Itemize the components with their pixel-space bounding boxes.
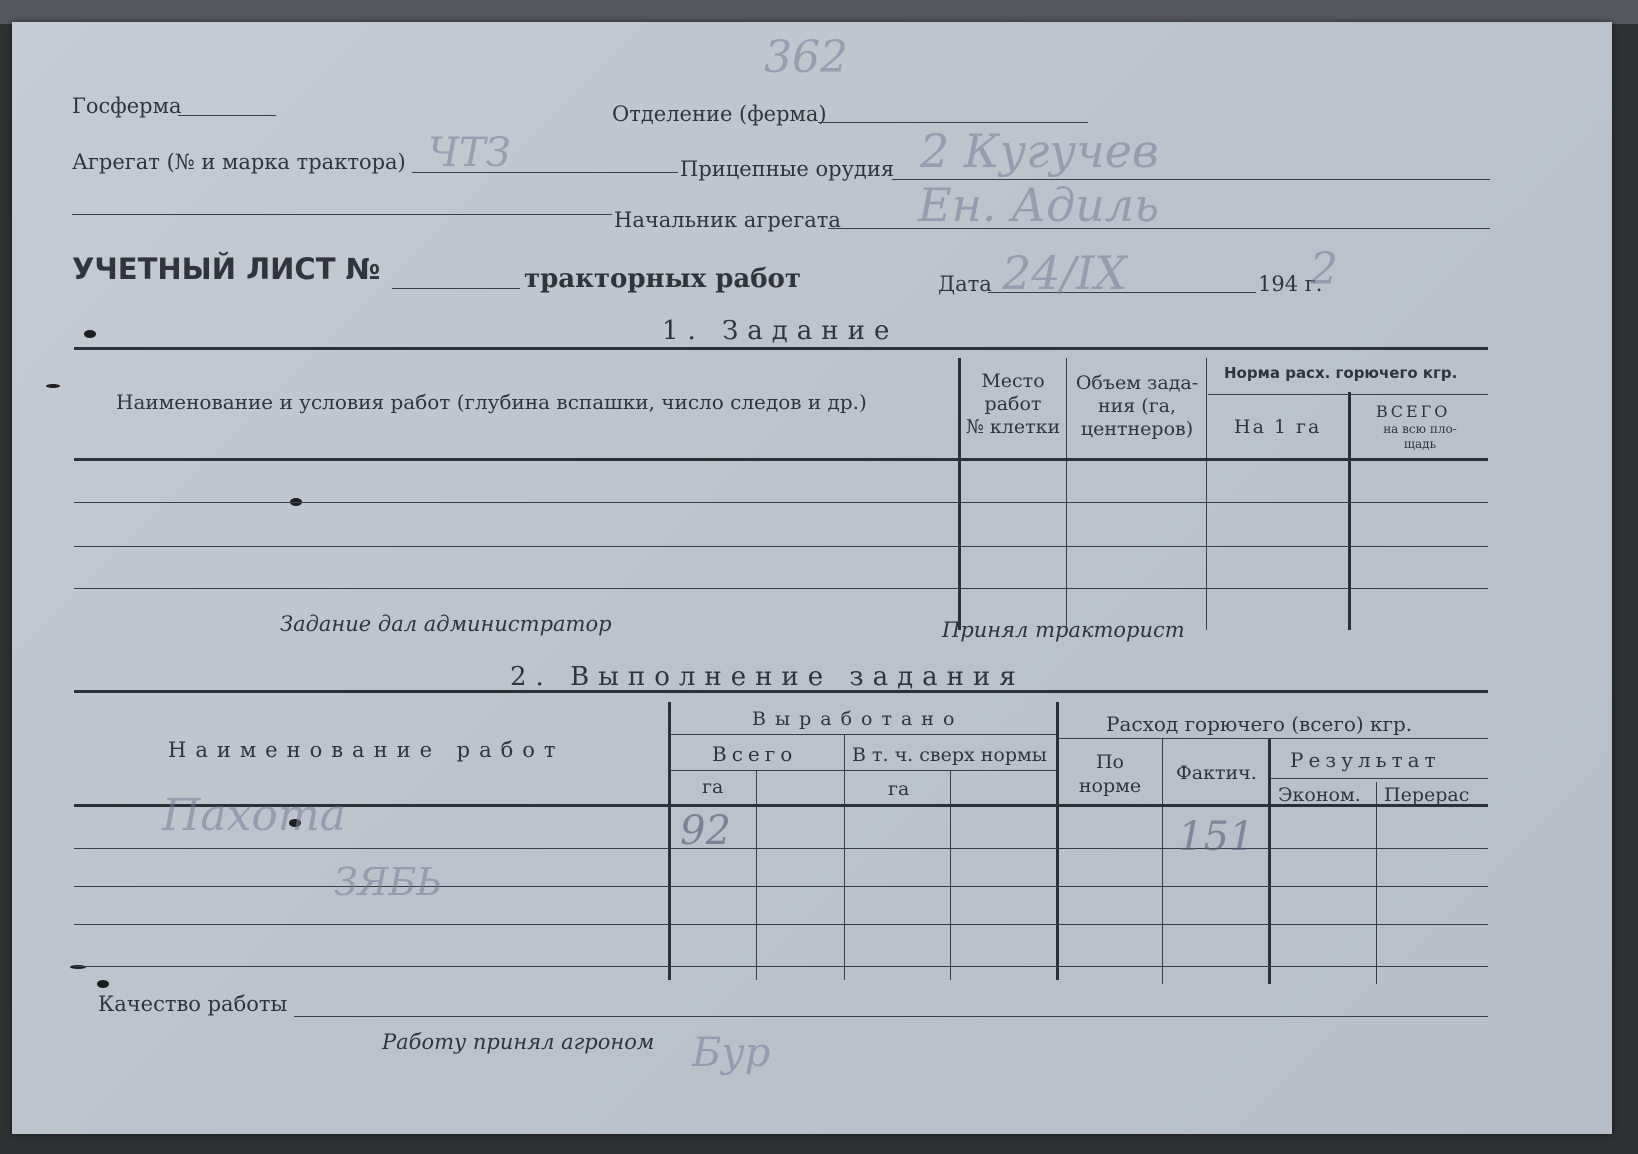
- rezultat-rule: [1270, 778, 1488, 779]
- section2-row-line: [74, 924, 1488, 925]
- section2-col-sverkh: В т. ч. сверх нормы: [852, 744, 1047, 766]
- sheet-number-line: [392, 288, 520, 289]
- section1-col-norma: Норма расх. горючего кгр.: [1224, 364, 1458, 382]
- agregat-line-2: [72, 214, 612, 215]
- section2-col-ekonom: Эконом.: [1278, 784, 1361, 806]
- handwritten-agronom-sign: Бур: [692, 1030, 771, 1076]
- date-label: Дата: [938, 272, 992, 296]
- section1-col-name: Наименование и условия работ (глубина вспашки, число следов и др.): [116, 390, 867, 414]
- sheet-title: УЧЕТНЫЙ ЛИСТ №: [72, 252, 381, 286]
- section1-divider: [1066, 358, 1067, 630]
- handwritten-date: 24/IX: [1002, 246, 1127, 300]
- sheet-subtitle: тракторных работ: [524, 264, 802, 294]
- handwritten-pritsepnye: 2 Кугучев: [920, 124, 1159, 178]
- section2-col-ga1: га: [702, 776, 724, 798]
- section1-col-vsego: ВСЕГО: [1376, 402, 1451, 421]
- signature-tractor-label: Принял тракторист: [942, 618, 1185, 642]
- signature-admin-label: Задание дал администратор: [280, 612, 612, 636]
- section1-divider: [1206, 358, 1207, 630]
- handwritten-work-name: Пахота: [162, 790, 346, 841]
- section1-row-line: [74, 502, 1488, 503]
- norma-rule: [1208, 394, 1488, 395]
- section2-col-pererasl: Перерас: [1384, 784, 1470, 806]
- handwritten-agregat: ЧТЗ: [428, 130, 511, 176]
- section2-col-name: Наименование работ: [168, 738, 565, 762]
- punch-hole: [84, 330, 96, 338]
- agregat-label: Агрегат (№ и марка трактора): [72, 150, 406, 174]
- vyrabotano-rule: [670, 734, 1056, 735]
- section1-header-rule: [74, 458, 1488, 461]
- section2-col-faktich: Фактич.: [1176, 762, 1257, 784]
- agronom-label: Работу принял агроном: [382, 1030, 655, 1054]
- section2-row-line: [74, 886, 1488, 887]
- section2-divider: [1162, 738, 1163, 984]
- section2-divider: [1376, 782, 1377, 984]
- section2-col-ponorme: [1058, 750, 1162, 798]
- section1-row-line: [74, 588, 1488, 589]
- section2-row-line: [74, 848, 1488, 849]
- handwritten-faktich: 151: [1178, 814, 1255, 860]
- quality-label: Качество работы: [98, 992, 288, 1016]
- section1-col-mesto: [960, 370, 1066, 439]
- section2-divider: [950, 770, 951, 980]
- handwritten-ga: 92: [680, 808, 731, 854]
- vsego-sub-line: щадь: [1403, 437, 1437, 451]
- handwritten-number: 362: [764, 32, 848, 83]
- ponorme-line: норме: [1078, 775, 1142, 797]
- vsego-rule: [670, 770, 1056, 771]
- background-strip: [0, 0, 1638, 24]
- otdelenie-line: [818, 122, 1088, 123]
- section2-divider: [1056, 702, 1059, 980]
- section2-col-rezultat: Результат: [1290, 748, 1441, 772]
- section2-col-ga2: га: [888, 778, 910, 800]
- year-label: 194 г.: [1258, 272, 1323, 296]
- section1-col-vsego-sub: [1352, 422, 1488, 452]
- handwritten-nachalnik: Ен. Адиль: [918, 178, 1160, 232]
- section1-col-na1ga: На 1 га: [1234, 416, 1322, 438]
- section2-divider: [668, 702, 671, 980]
- record-sheet: [12, 22, 1612, 1134]
- mesto-line: № клетки: [965, 416, 1061, 438]
- gosferma-label: Госферма: [72, 94, 182, 118]
- section1-row-line: [74, 546, 1488, 547]
- section1-col-obem: [1068, 372, 1206, 441]
- section1-top-rule: [74, 347, 1488, 350]
- section2-col-vsego: Всего: [712, 742, 798, 766]
- section1-title: 1. Задание: [662, 316, 899, 346]
- vsego-sub-line: на всю пло-: [1383, 422, 1457, 436]
- ponorme-line: По: [1095, 751, 1124, 773]
- mesto-line: Место: [981, 370, 1045, 392]
- otdelenie-label: Отделение (ферма): [612, 102, 827, 126]
- raskhod-rule: [1058, 738, 1488, 739]
- pritsepnye-label: Прицепные орудия: [680, 157, 895, 181]
- handwritten-year: 2: [1310, 244, 1338, 295]
- handwritten-work-name-2: ЗЯБЬ: [334, 860, 442, 904]
- obem-line: Объем зада-: [1075, 372, 1199, 394]
- mesto-line: работ: [984, 393, 1042, 415]
- obem-line: центнеров): [1080, 418, 1194, 440]
- section2-top-rule: [74, 690, 1488, 693]
- section2-title: 2. Выполнение задания: [510, 662, 1025, 692]
- obem-line: ния (га,: [1097, 395, 1177, 417]
- section1-divider: [1348, 392, 1351, 630]
- section2-divider: [1268, 738, 1271, 984]
- punch-hole: [97, 980, 109, 988]
- section2-row-line: [74, 966, 1488, 967]
- quality-line: [294, 1016, 1488, 1017]
- gosferma-line: [178, 115, 276, 116]
- punch-hole: [46, 384, 60, 388]
- section2-col-vyrabotano: Выработано: [752, 708, 964, 730]
- nachalnik-label: Начальник агрегата: [614, 208, 841, 232]
- section2-col-raskhod: Расход горючего (всего) кгр.: [1106, 712, 1413, 736]
- section2-divider: [756, 770, 757, 980]
